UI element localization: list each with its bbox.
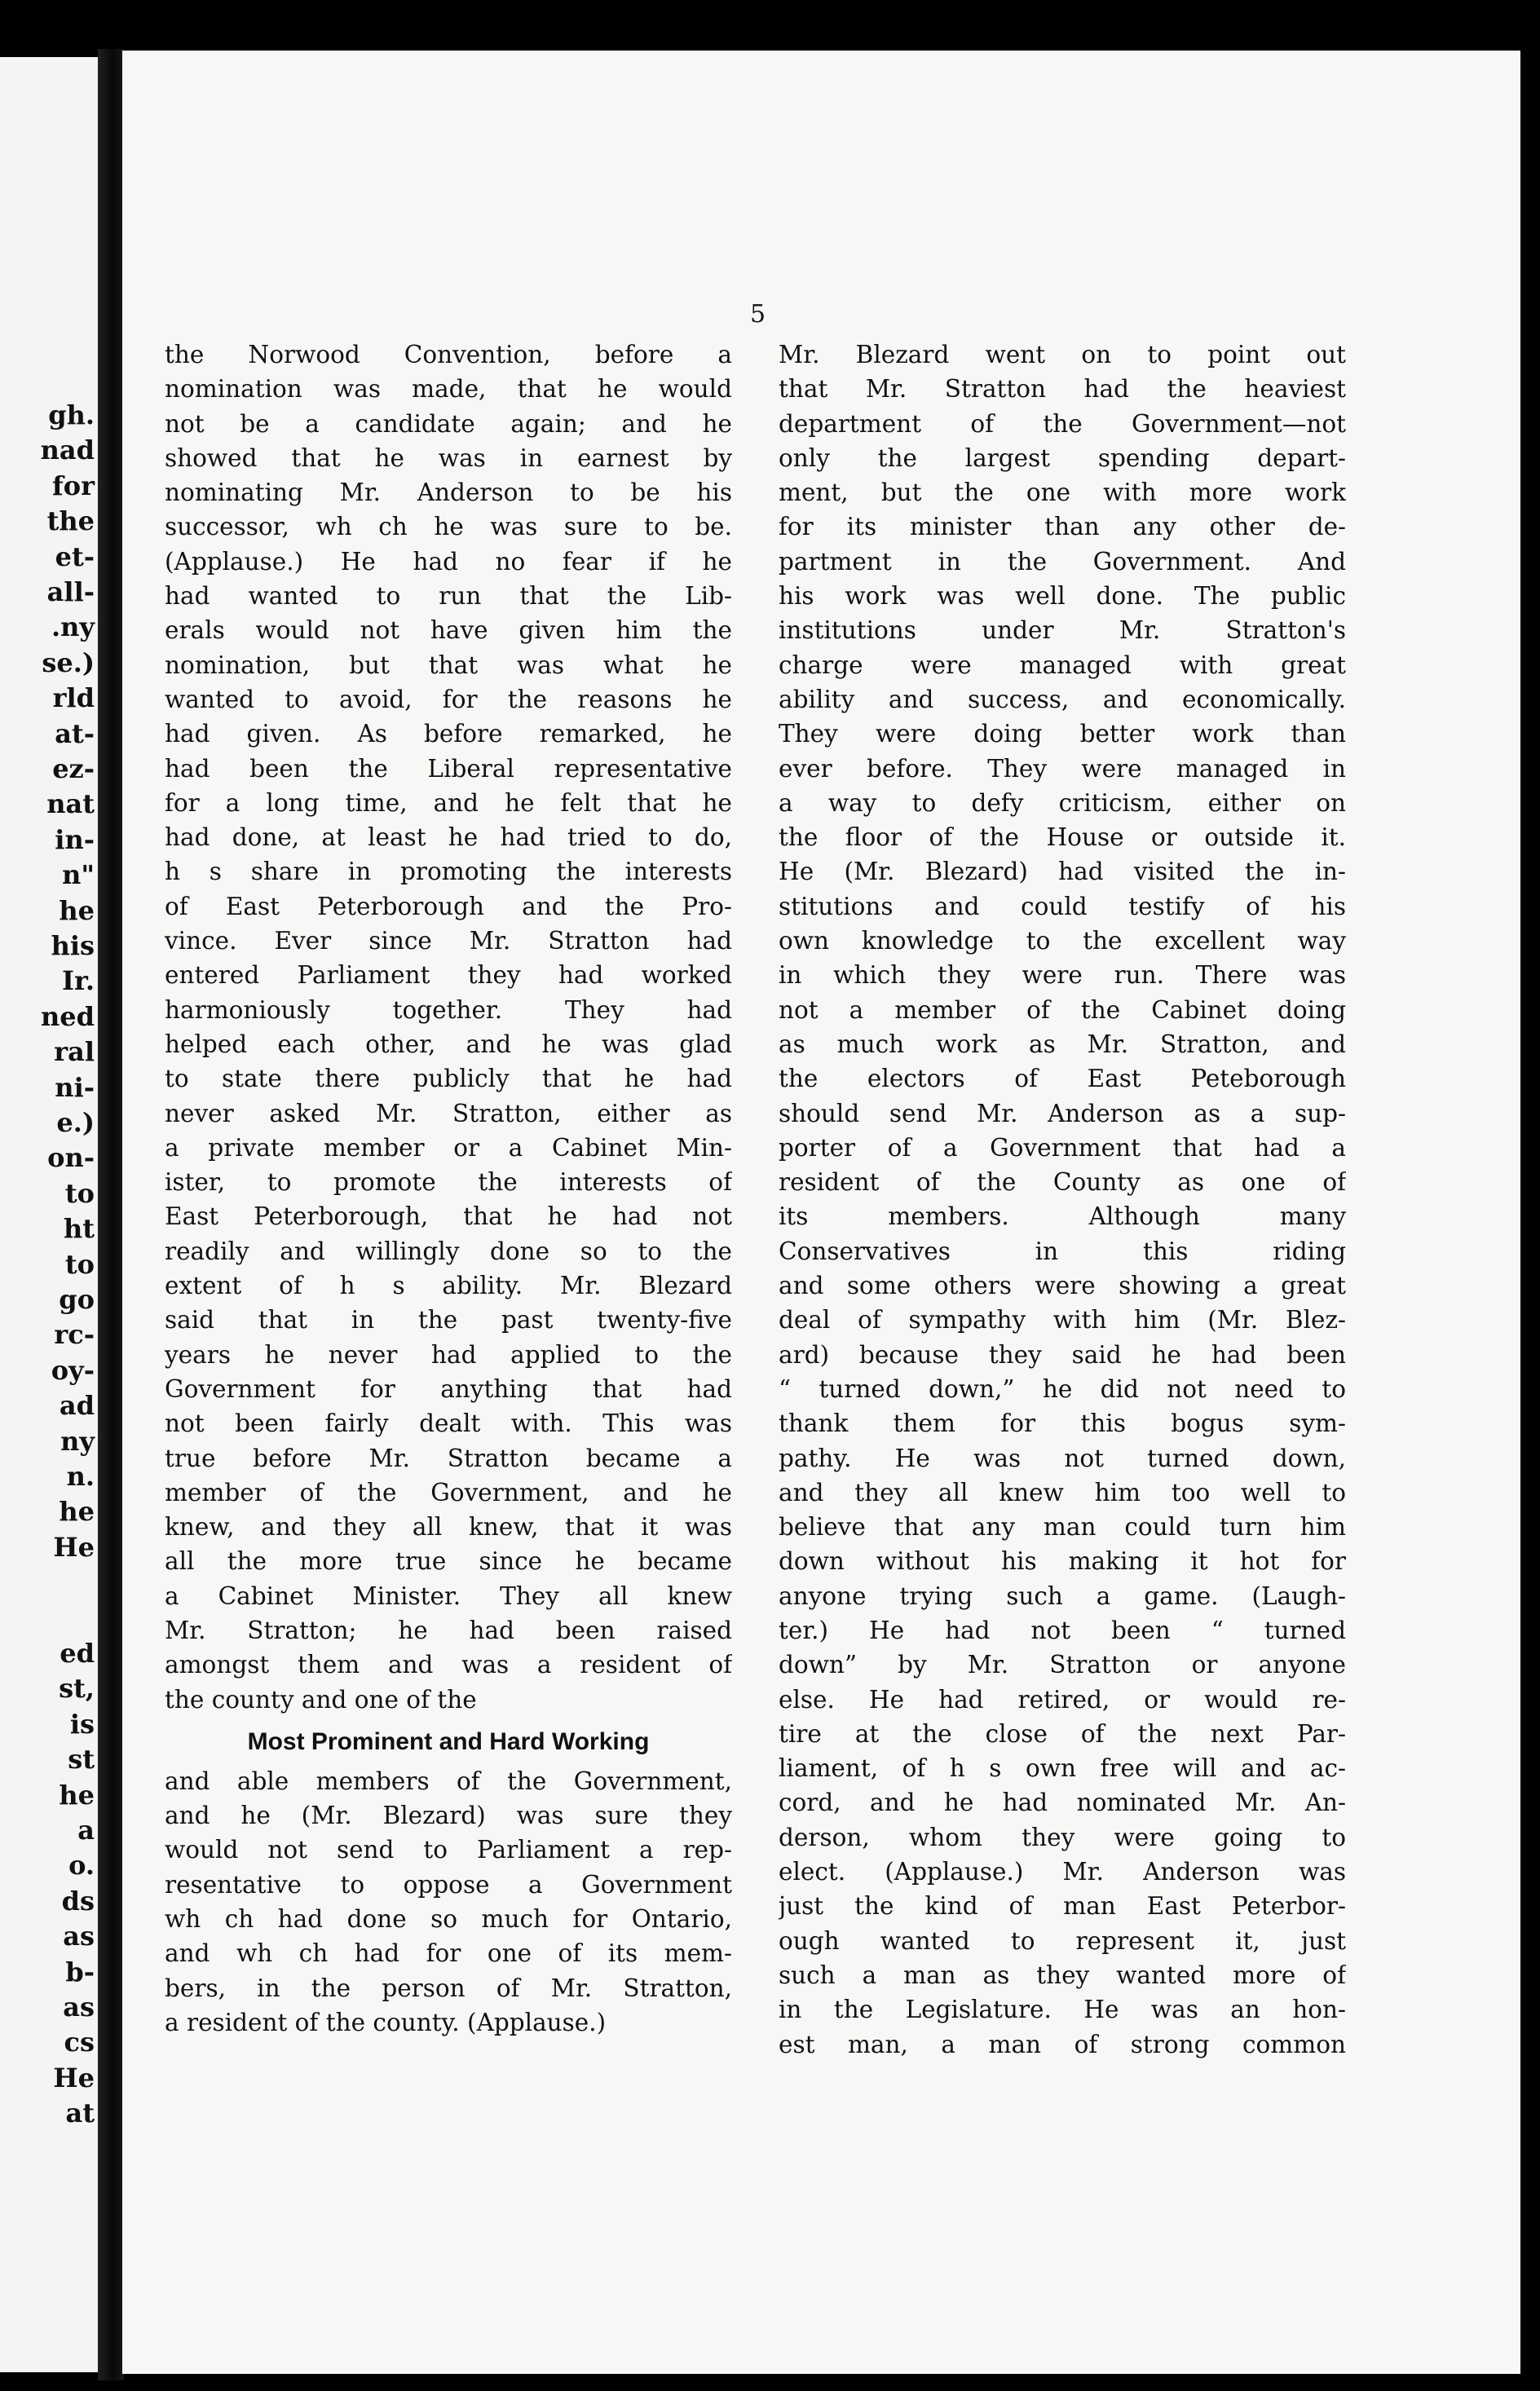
text-line: had given. As before remarked, he: [165, 720, 732, 748]
text-line: partment in the Government. And: [779, 547, 1346, 576]
facing-page-fragment: n.: [66, 1461, 95, 1492]
text-line: the electors of East Peteborough: [779, 1065, 1346, 1093]
text-line: believe that any man could turn him: [779, 1513, 1346, 1542]
left-column: [165, 337, 732, 2040]
text-line: had done, at least he had tried to do,: [165, 823, 732, 852]
facing-page-fragment: rld: [52, 682, 95, 714]
facing-page-fragment: as: [63, 1921, 95, 1952]
text-line: harmoniously together. They had: [165, 995, 732, 1024]
facing-page-fragment: he: [59, 894, 95, 926]
facing-page-fragment: ht: [63, 1213, 95, 1245]
facing-page-fragment: go: [59, 1284, 95, 1315]
facing-page-fragment: He: [53, 2062, 95, 2093]
text-line: and he (Mr. Blezard) was sure they: [165, 1802, 732, 1830]
text-line: for a long time, and he felt that he: [165, 788, 732, 817]
facing-page-fragment: his: [51, 930, 95, 961]
facing-page-fragment: Ir.: [61, 965, 95, 997]
text-line: just the kind of man East Peterbor-: [779, 1892, 1346, 1921]
text-line: nomination was made, that he would: [165, 375, 732, 404]
text-line: pathy. He was not turned down,: [779, 1444, 1346, 1472]
text-line: and they all knew him too well to: [779, 1478, 1346, 1507]
text-line: to state there publicly that he had: [165, 1065, 732, 1093]
text-line: East Peterborough, that he had not: [165, 1202, 732, 1231]
text-line: years he never had applied to the: [165, 1340, 732, 1369]
text-line: ment, but the one with more work: [779, 479, 1346, 507]
facing-page-fragment: rc-: [54, 1319, 95, 1351]
text-line: down without his making it hot for: [779, 1547, 1346, 1576]
facing-page-fragment: ds: [61, 1885, 95, 1917]
text-line: Mr. Stratton; he had been raised: [165, 1616, 732, 1644]
text-line: department of the Government—not: [779, 409, 1346, 438]
text-line: in the Legislature. He was an hon-: [779, 1996, 1346, 2024]
facing-page-fragment: st,: [59, 1673, 95, 1705]
facing-page-fragment: st: [68, 1744, 95, 1776]
text-line: He (Mr. Blezard) had visited the in-: [779, 858, 1346, 886]
text-line: nominating Mr. Anderson to be his: [165, 479, 732, 507]
text-line: (Applause.) He had no fear if he: [165, 547, 732, 576]
text-line: a Cabinet Minister. They all knew: [165, 1582, 732, 1610]
facing-page-fragment: gh.: [48, 399, 95, 430]
text-line: its members. Although many: [779, 1202, 1346, 1231]
facing-page-fragment: nat: [46, 788, 95, 820]
text-line: deal of sympathy with him (Mr. Blez-: [779, 1306, 1346, 1334]
text-line: readily and willingly done so to the: [165, 1237, 732, 1265]
facing-page-fragment: at-: [55, 717, 95, 749]
text-line: his work was well done. The public: [779, 582, 1346, 611]
text-line: own knowledge to the excellent way: [779, 927, 1346, 955]
facing-page-fragment: He: [53, 1531, 95, 1563]
text-line: They were doing better work than: [779, 720, 1346, 748]
facing-page-sliver: [0, 57, 98, 2372]
text-line: showed that he was in earnest by: [165, 443, 732, 472]
text-line: charge were managed with great: [779, 651, 1346, 679]
text-line: not be a candidate again; and he: [165, 409, 732, 438]
facing-page-fragment: ned: [41, 1000, 95, 1032]
text-line: ter.) He had not been “ turned: [779, 1616, 1346, 1644]
text-line: the Norwood Convention, before a: [165, 341, 732, 368]
text-line: all the more true since he became: [165, 1547, 732, 1576]
facing-page-fragment: ral: [54, 1036, 95, 1068]
text-line: a way to defy criticism, either on: [779, 788, 1346, 817]
facing-page-fragment: et-: [55, 540, 95, 572]
text-line: had been the Liberal representative: [165, 754, 732, 783]
text-line: ever before. They were managed in: [779, 754, 1346, 783]
text-line: ard) because they said he had been: [779, 1340, 1346, 1369]
text-line: member of the Government, and he: [165, 1478, 732, 1507]
text-line: thank them for this bogus sym-: [779, 1409, 1346, 1438]
text-line: would not send to Parliament a rep-: [165, 1836, 732, 1864]
facing-page-fragment: he: [59, 1496, 95, 1528]
text-line: “ turned down,” he did not need to: [779, 1374, 1346, 1403]
text-line: stitutions and could testify of his: [779, 892, 1346, 920]
text-line: resentative to oppose a Government: [165, 1870, 732, 1899]
facing-page-fragment: at: [65, 2098, 95, 2129]
text-line: wanted to avoid, for the reasons he: [165, 685, 732, 713]
facing-page-fragment: se.): [42, 646, 95, 678]
text-line: should send Mr. Anderson as a sup-: [779, 1099, 1346, 1127]
text-line: down” by Mr. Stratton or anyone: [779, 1651, 1346, 1679]
text-line: in which they were run. There was: [779, 961, 1346, 990]
facing-page-fragment: he: [59, 1779, 95, 1811]
text-line: of East Peterborough and the Pro-: [165, 892, 732, 920]
text-line: tire at the close of the next Par-: [779, 1719, 1346, 1748]
text-line: else. He had retired, or would re-: [779, 1685, 1346, 1714]
facing-page-fragment: .ny: [51, 611, 95, 643]
text-line: knew, and they all knew, that it was: [165, 1513, 732, 1542]
text-line: and able members of the Government,: [165, 1767, 732, 1795]
text-line: porter of a Government that had a: [779, 1133, 1346, 1162]
facing-page-fragment: ez-: [52, 753, 95, 784]
text-line: never asked Mr. Stratton, either as: [165, 1099, 732, 1127]
text-line: that Mr. Stratton had the heaviest: [779, 375, 1346, 404]
text-line: as much work as Mr. Stratton, and: [779, 1030, 1346, 1058]
text-line: liament, of h s own free will and ac-: [779, 1754, 1346, 1783]
text-line: a private member or a Cabinet Min-: [165, 1133, 732, 1162]
page-number: 5: [750, 300, 766, 329]
text-line: and wh ch had for one of its mem-: [165, 1939, 732, 1968]
facing-page-fragment: ed: [60, 1638, 95, 1669]
text-line: wh ch had done so much for Ontario,: [165, 1905, 732, 1934]
facing-page-fragment: in-: [55, 823, 95, 855]
text-line: not a member of the Cabinet doing: [779, 995, 1346, 1024]
facing-page-fragment: b-: [65, 1956, 95, 1987]
facing-page-fragment: to: [64, 1177, 95, 1209]
text-line: the county and one of the: [165, 1685, 477, 1714]
text-line: Mr. Blezard went on to point out: [779, 341, 1346, 368]
facing-page-fragment: o.: [68, 1850, 95, 1881]
text-line: bers, in the person of Mr. Stratton,: [165, 1974, 732, 2002]
facing-page-fragment: ni-: [55, 1071, 95, 1103]
text-line: ability and success, and economically.: [779, 685, 1346, 713]
facing-page-fragment: e.): [56, 1107, 95, 1138]
facing-page-fragment: all-: [46, 576, 95, 607]
text-line: cord, and he had nominated Mr. An-: [779, 1789, 1346, 1817]
text-line: institutions under Mr. Stratton's: [779, 616, 1346, 645]
text-line: vince. Ever since Mr. Stratton had: [165, 927, 732, 955]
text-line: true before Mr. Stratton became a: [165, 1444, 732, 1472]
text-line: ister, to promote the interests of: [165, 1168, 732, 1197]
text-line: such a man as they wanted more of: [779, 1961, 1346, 1989]
text-line: the floor of the House or outside it.: [779, 823, 1346, 852]
facing-page-fragment: as: [63, 1992, 95, 2023]
text-line: Government for anything that had: [165, 1374, 732, 1403]
facing-page-fragment: a: [77, 1815, 95, 1846]
text-line: Conservatives in this riding: [779, 1237, 1346, 1265]
text-line: anyone trying such a game. (Laugh-: [779, 1582, 1346, 1610]
text-line: not been fairly dealt with. This was: [165, 1409, 732, 1438]
text-line: and some others were showing a great: [779, 1272, 1346, 1300]
text-line: entered Parliament they had worked: [165, 961, 732, 990]
binding-gutter: [98, 49, 124, 2380]
facing-page-fragment: ny: [60, 1425, 95, 1457]
text-line: est man, a man of strong common: [779, 2030, 1346, 2058]
text-line: resident of the County as one of: [779, 1168, 1346, 1197]
facing-page-fragment: cs: [64, 2027, 95, 2058]
facing-page-fragment: nad: [40, 435, 95, 466]
text-line: for its minister than any other de-: [779, 513, 1346, 541]
book-page: [122, 51, 1520, 2374]
facing-page-fragment: ad: [59, 1390, 95, 1422]
text-line: helped each other, and he was glad: [165, 1030, 732, 1058]
right-column: [779, 337, 1346, 2062]
text-line: said that in the past twenty-five: [165, 1306, 732, 1334]
facing-page-fragment: for: [52, 470, 95, 501]
facing-page-fragment: n": [62, 859, 95, 891]
text-line: h s share in promoting the interests: [165, 858, 732, 886]
facing-page-fragment: on-: [47, 1142, 95, 1174]
text-line: had wanted to run that the Lib-: [165, 582, 732, 611]
text-line: ough wanted to represent it, just: [779, 1926, 1346, 1955]
facing-page-fragment: to: [64, 1248, 95, 1280]
facing-page-fragment: the: [46, 505, 95, 537]
text-line: successor, wh ch he was sure to be.: [165, 513, 732, 541]
text-line: derson, whom they were going to: [779, 1823, 1346, 1851]
section-heading: Most Prominent and Hard Working: [247, 1727, 650, 1755]
facing-page-fragment: is: [69, 1708, 95, 1740]
text-line: a resident of the county. (Applause.): [165, 2008, 607, 2036]
text-line: amongst them and was a resident of: [165, 1651, 732, 1679]
facing-page-fragment: oy-: [51, 1354, 95, 1386]
text-line: only the largest spending depart-: [779, 443, 1346, 472]
text-line: elect. (Applause.) Mr. Anderson was: [779, 1858, 1346, 1886]
text-line: erals would not have given him the: [165, 616, 732, 645]
text-line: nomination, but that was what he: [165, 651, 732, 679]
text-line: extent of h s ability. Mr. Blezard: [165, 1272, 732, 1300]
